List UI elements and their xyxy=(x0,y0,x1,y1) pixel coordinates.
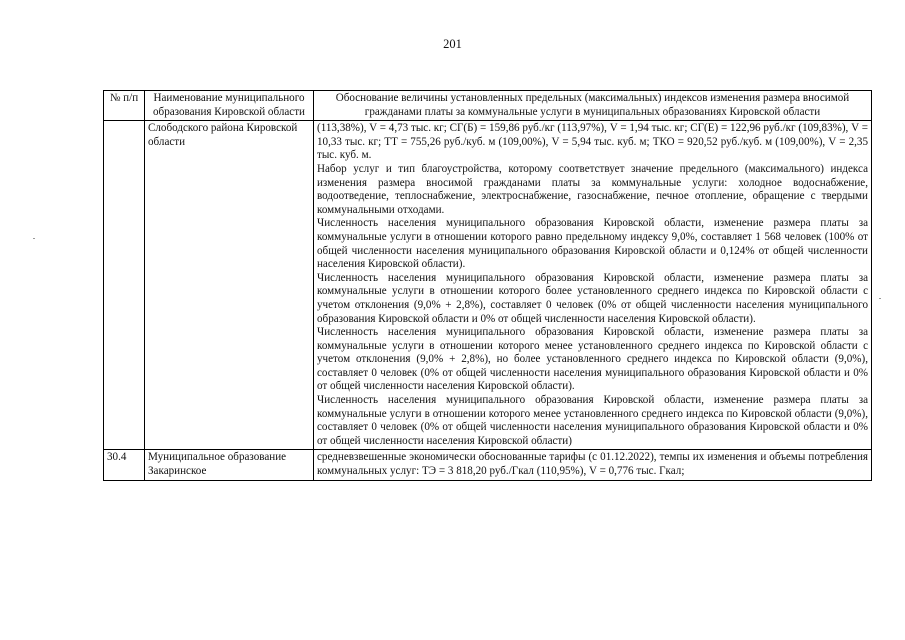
table-header-row xyxy=(104,91,872,121)
basis-paragraph: (113,38%), V = 4,73 тыс. кг; СГ(Б) = 159,86 руб./кг (113,97%), V = 1,94 тыс. кг; СГ(Е) = 122,96 руб./кг (109,83%), V = 10,33 тыс. кг; ТТ = 755,26 руб./куб. м (109,00%), V = 5,94 тыс. куб. м; ТКО = 920,52 руб./куб. м (109,00%), V = 2,35 тыс. куб. м. xyxy=(317,122,868,162)
basis-paragraph: Численность населения муниципального образования Кировской области, изменение размера платы за коммунальные услуги в отношении которого менее установленного среднего индекса по Кировской области (9,0%), составляет 0 человек (0% от общей численности населения муниципального образования Кировской области и 0% от общей численности населения Кировской области) xyxy=(317,394,868,447)
table-row xyxy=(104,450,872,480)
table-row xyxy=(104,121,872,450)
basis-paragraph: Набор услуг и тип благоустройства, которому соответствует значение предельного (максимального) индекса изменения размера вносимой гражданами платы за коммунальные услуги: холодное водоснабжение, водоотведение, теплоснабжение, электроснабжение, газоснабжение, печное отопление, обращение с твердыми коммунальными отходами. xyxy=(317,162,868,216)
page-number: 201 xyxy=(443,37,462,51)
row-municipality: Муниципальное образование Закаринское xyxy=(145,450,314,480)
scan-dot xyxy=(33,238,35,239)
header-municipality: Наименование муниципального образования Кировской области xyxy=(145,91,314,121)
row-num xyxy=(104,121,145,450)
header-num: № п/п xyxy=(104,91,145,121)
basis-paragraph: Численность населения муниципального образования Кировской области, изменение размера платы за коммунальные услуги в отношении которого менее установленного среднего индекса по Кировской области с учетом отклонения (9,0% + 2,8%), но более установленного среднего индекса по Кировской области (9,0%), составляет 0 человек (0% от общей численности населения муниципального образования Кировской области и 0% от общей численности населения Кировской области). xyxy=(317,326,868,393)
basis-paragraph: Численность населения муниципального образования Кировской области, изменение размера платы за коммунальные услуги в отношении которого более установленного среднего индекса по Кировской области с учетом отклонения (9,0% + 2,8%), составляет 0 человек (0% от общей численности населения муниципального образования Кировской области и 0% от общей численности населения Кировской области). xyxy=(317,271,868,325)
row-num: 30.4 xyxy=(104,450,145,480)
row-basis xyxy=(314,450,872,480)
tariff-table xyxy=(103,90,872,481)
basis-paragraph: средневзвешенные экономически обоснованные тарифы (с 01.12.2022), темпы их изменения и объемы потребления коммунальных услуг: ТЭ = 3 818,20 руб./Гкал (110,95%), V = 0,776 тыс. Гкал; xyxy=(317,451,868,478)
row-basis xyxy=(314,121,872,450)
basis-paragraph: Численность населения муниципального образования Кировской области, изменение размера платы за коммунальные услуги в отношении которого равно предельному индексу 9,0%, составляет 1 568 человек (100% от общей численности населения муниципального образования Кировской области и 0,124% от общей численности населения Кировской области). xyxy=(317,217,868,271)
header-basis: Обоснование величины установленных предельных (максимальных) индексов изменения размера вносимой гражданами платы за коммунальные услуги в муниципальных образованиях Кировской области xyxy=(314,91,872,121)
scan-dot xyxy=(879,298,881,299)
row-municipality: Слободского района Кировской области xyxy=(145,121,314,450)
